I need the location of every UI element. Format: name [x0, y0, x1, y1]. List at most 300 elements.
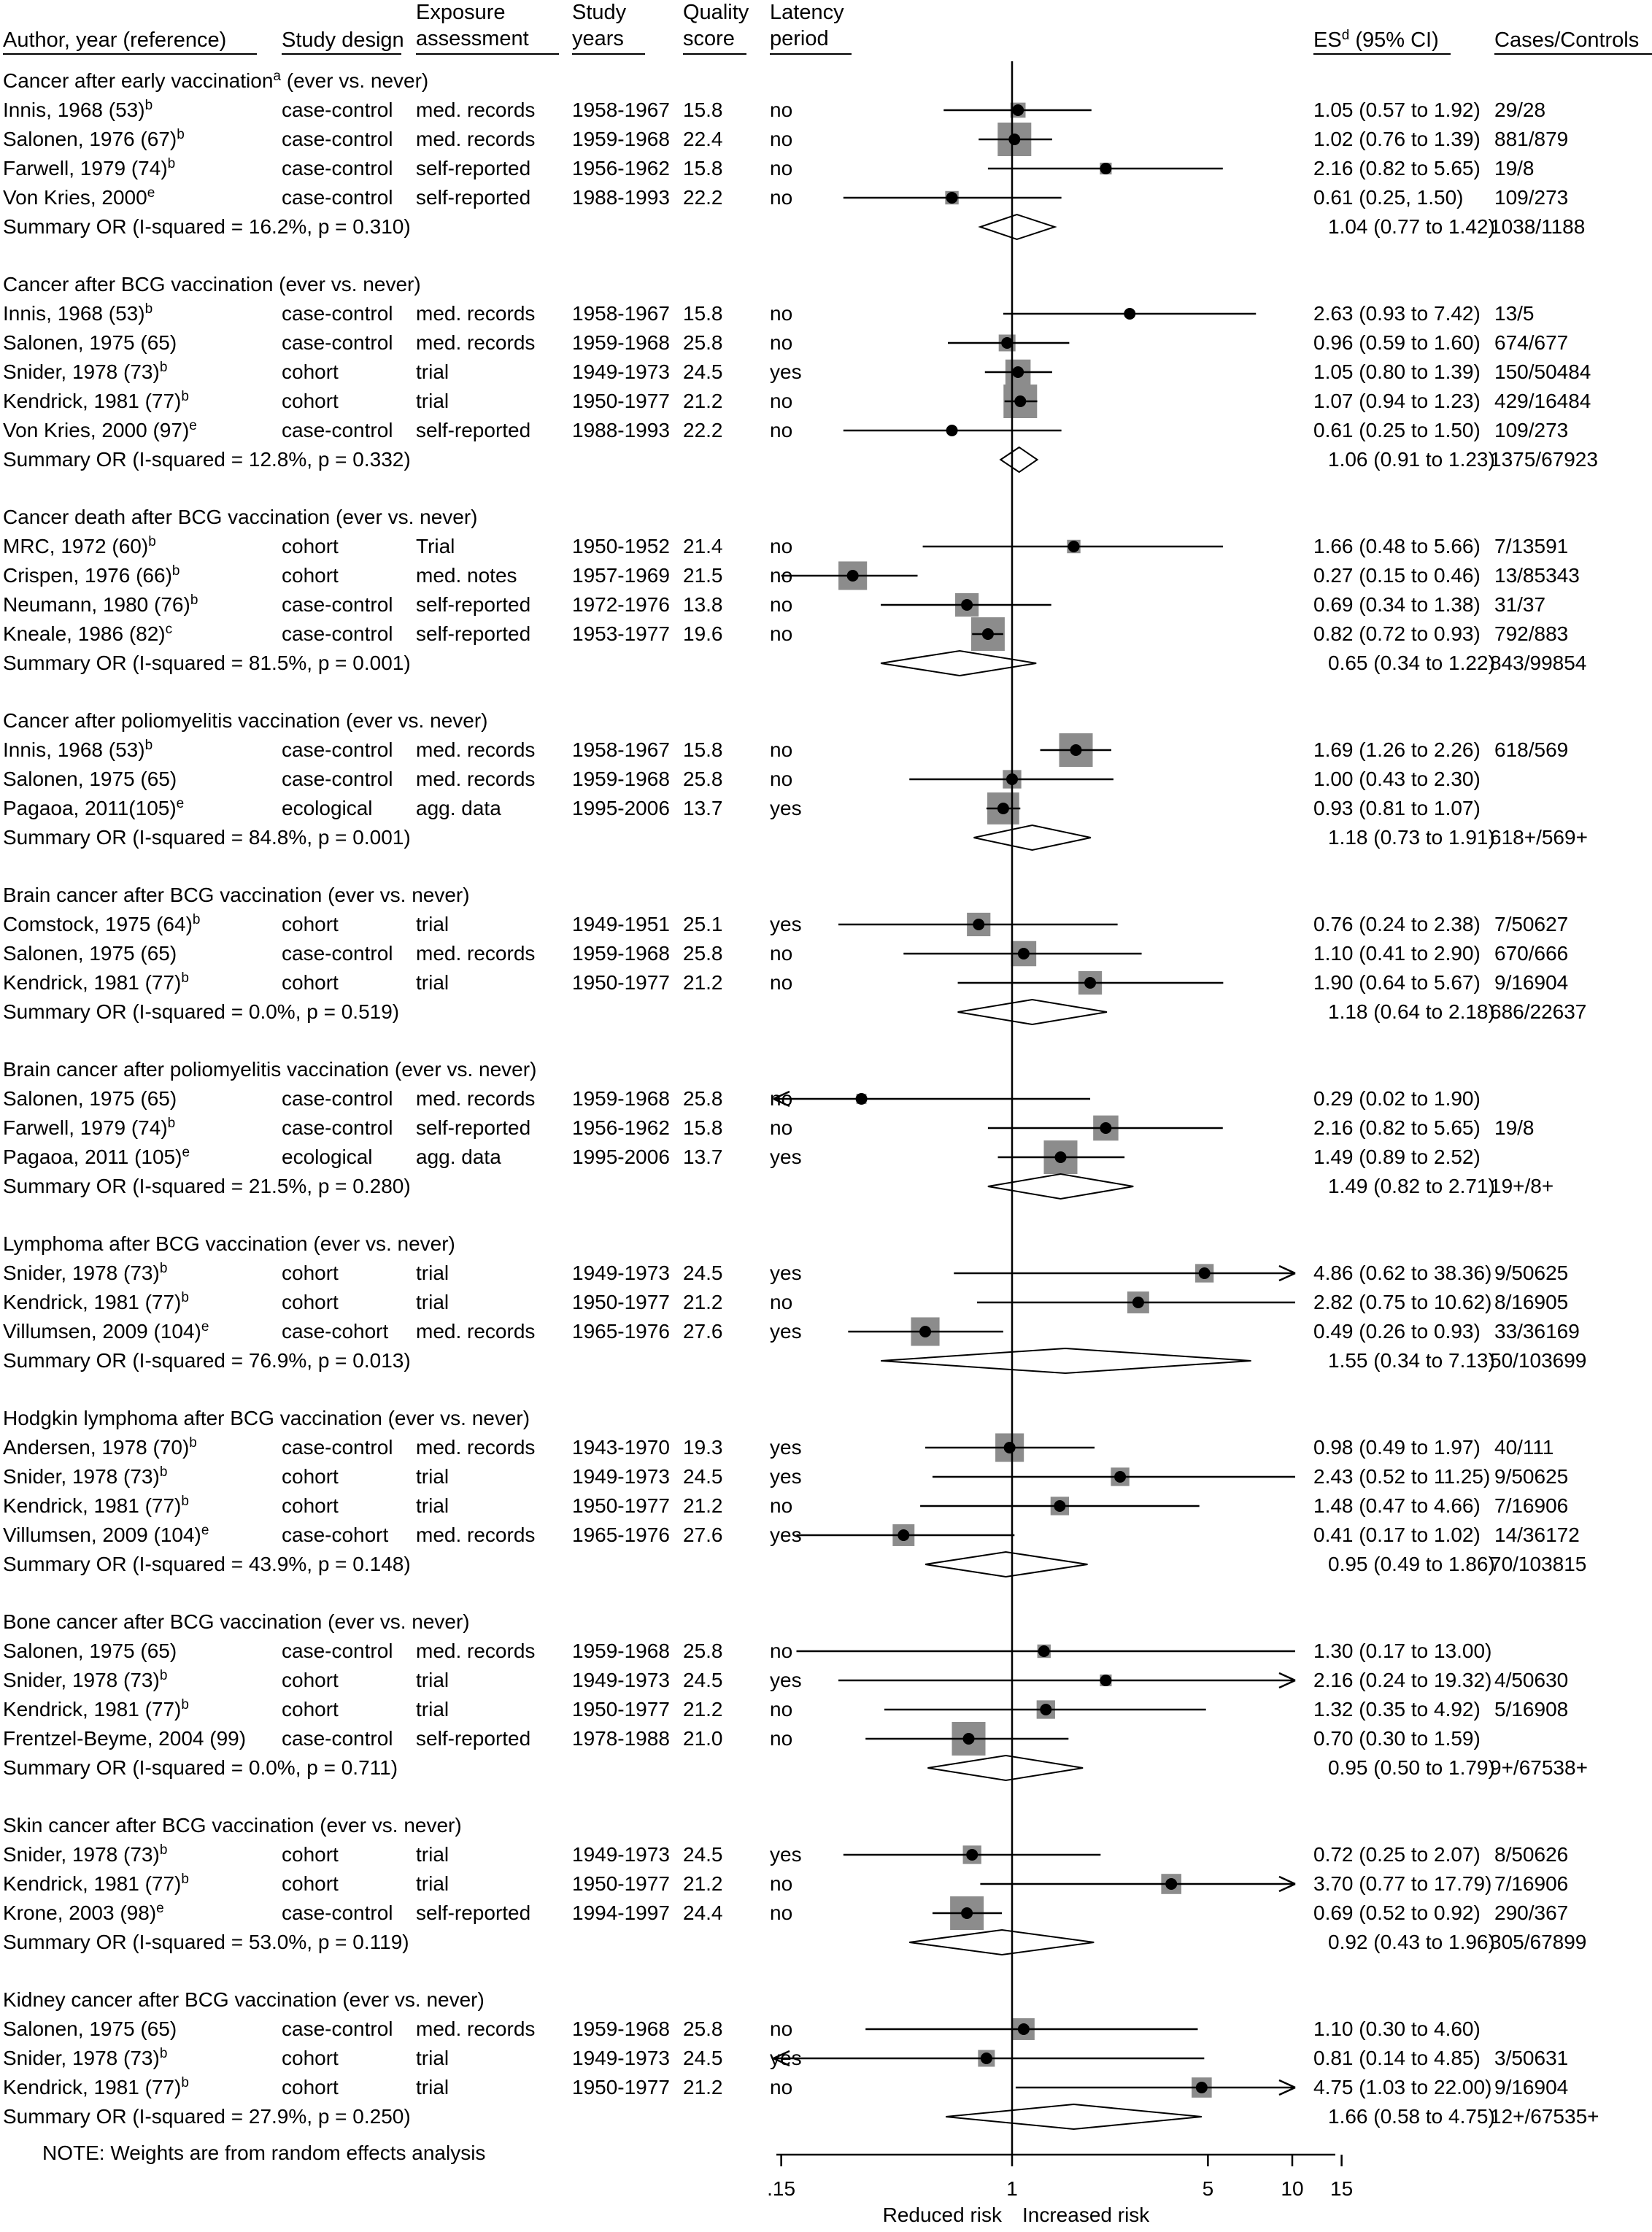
group-10-study-2-quality: 21.2 — [683, 1872, 723, 1895]
group-4-study-1-cases: 618/569 — [1494, 738, 1569, 761]
group-5-study-2-years: 1959-1968 — [572, 942, 670, 965]
group-5-title: Brain cancer after BCG vaccination (ever vs. never) — [3, 884, 470, 906]
group-4-study-2-author: Salonen, 1975 (65) — [3, 768, 177, 790]
group-7-study-1-quality: 24.5 — [683, 1262, 723, 1284]
group-6-summary-cases: 19+/8+ — [1490, 1175, 1554, 1197]
group-6-study-1-es: 0.29 (0.02 to 1.90) — [1313, 1087, 1481, 1110]
group-7-study-2-es: 2.82 (0.75 to 10.62) — [1313, 1291, 1492, 1313]
group-5-summary-es: 1.18 (0.64 to 2.18) — [1328, 1000, 1495, 1023]
group-4-study-2-design: case-control — [282, 768, 393, 790]
group-1-study-2-author: Salonen, 1976 $(67)^b$ — [3, 126, 185, 150]
group-2-study-3-point — [1012, 366, 1024, 378]
group-4-study-3-quality: 13.7 — [683, 797, 723, 819]
group-9-study-2-point — [1100, 1675, 1111, 1686]
group-8-study-2-years: 1949-1973 — [572, 1465, 670, 1488]
group-2-summary-es: 1.06 (0.91 to 1.23) — [1328, 448, 1495, 471]
group-3-study-3-latency: no — [770, 593, 793, 616]
group-1-study-4-cases: 109/273 — [1494, 186, 1569, 209]
group-7-study-1-author: Snider, 1978 $(73)^b$ — [3, 1260, 168, 1284]
group-4-study-1-exposure: med. records — [416, 738, 536, 761]
group-9-study-3-cases: 5/16908 — [1494, 1698, 1569, 1721]
group-9-title: Bone cancer after BCG vaccination (ever vs. never) — [3, 1610, 470, 1633]
group-5-study-2-exposure: med. records — [416, 942, 536, 965]
header-quality: score — [683, 27, 735, 50]
group-5-study-3-latency: no — [770, 971, 793, 994]
column-headers — [3, 1, 1652, 54]
group-1-study-3-exposure: self-reported — [416, 157, 531, 179]
group-3-study-4-years: 1953-1977 — [572, 622, 670, 645]
group-2-summary-cases: 1375/67923 — [1490, 448, 1598, 471]
group-5-study-3-cases: 9/16904 — [1494, 971, 1569, 994]
group-8-study-3-quality: 21.2 — [683, 1494, 723, 1517]
group-3-study-2-design: cohort — [282, 564, 339, 587]
footnote: NOTE: Weights are from random effects analysis — [42, 2142, 486, 2164]
group-10-summary-es: 0.92 (0.43 to 1.96) — [1328, 1931, 1495, 1953]
group-4-study-1-quality: 15.8 — [683, 738, 723, 761]
group-8-study-2-cases: 9/50625 — [1494, 1465, 1569, 1488]
group-8-study-1-author: Andersen, 1978 $(70)^b$ — [3, 1434, 197, 1459]
header-author: Author, year (reference) — [3, 28, 227, 52]
group-3-study-1-exposure: Trial — [416, 535, 455, 557]
group-4-study-2-exposure: med. records — [416, 768, 536, 790]
group-10-study-1-es: 0.72 (0.25 to 2.07) — [1313, 1843, 1481, 1866]
group-6-summary-es: 1.49 (0.82 to 2.71) — [1328, 1175, 1495, 1197]
group-7-summary-es: 1.55 (0.34 to 7.13) — [1328, 1349, 1495, 1372]
group-1-study-4-point — [946, 192, 958, 204]
group-1-study-3-latency: no — [770, 157, 793, 179]
group-5-study-3-quality: 21.2 — [683, 971, 723, 994]
header-design: Study design — [282, 28, 404, 52]
group-2-study-4-author: Kendrick, 1981 $(77)^b$ — [3, 388, 189, 412]
group-8-study-3-author: Kendrick, 1981 $(77)^b$ — [3, 1493, 189, 1517]
group-9-study-1-years: 1959-1968 — [572, 1640, 670, 1662]
group-6-study-1-exposure: med. records — [416, 1087, 536, 1110]
group-10-study-1-exposure: trial — [416, 1843, 449, 1866]
group-11-study-2-point — [981, 2053, 992, 2064]
group-2-study-5-cases: 109/273 — [1494, 419, 1569, 441]
group-10-study-1-years: 1949-1973 — [572, 1843, 670, 1866]
group-8-study-1-exposure: med. records — [416, 1436, 536, 1459]
group-9-study-4-es: 0.70 (0.30 to 1.59) — [1313, 1727, 1481, 1750]
group-11-study-1-quality: 25.8 — [683, 2017, 723, 2040]
group-6-study-3-design: ecological — [282, 1146, 373, 1168]
group-11-study-1-author: Salonen, 1975 (65) — [3, 2017, 177, 2040]
group-4-summary-label: Summary OR (I-squared = 84.8%, p = 0.001) — [3, 826, 411, 849]
group-6-study-2-author: Farwell, 1979 $(74)^b$ — [3, 1115, 176, 1139]
group-1-title: Cancer after early vaccination$^a$ (ever vs. never) — [3, 68, 429, 92]
group-2-study-5-es: 0.61 (0.25 to 1.50) — [1313, 419, 1481, 441]
group-3-study-4-author: Kneale, 1986 $(82)^c$ — [3, 621, 173, 645]
group-10-study-3-author: Krone, 2003 $(98)^e$ — [3, 1900, 164, 1924]
group-3-study-4-es: 0.82 (0.72 to 0.93) — [1313, 622, 1481, 645]
group-3-study-3-point — [961, 599, 973, 611]
group-8-study-4-es: 0.41 (0.17 to 1.02) — [1313, 1524, 1481, 1546]
group-2-study-1-exposure: med. records — [416, 302, 536, 325]
group-2-study-3-years: 1949-1973 — [572, 360, 670, 383]
group-4-summary-diamond — [974, 825, 1091, 850]
group-3-summary-cases: 843/99854 — [1490, 652, 1587, 674]
group-2-study-4-design: cohort — [282, 390, 339, 412]
group-2-study-4-cases: 429/16484 — [1494, 390, 1591, 412]
group-2-study-1-quality: 15.8 — [683, 302, 723, 325]
group-3-study-2-point — [847, 570, 859, 582]
group-2-study-5-design: case-control — [282, 419, 393, 441]
group-8-study-3-exposure: trial — [416, 1494, 449, 1517]
group-11-study-3-point — [1196, 2082, 1208, 2093]
group-3-study-3-design: case-control — [282, 593, 393, 616]
group-11-study-3-quality: 21.2 — [683, 2076, 723, 2098]
group-10-study-2-latency: no — [770, 1872, 793, 1895]
group-1-study-2-years: 1959-1968 — [572, 128, 670, 150]
group-7-study-2-quality: 21.2 — [683, 1291, 723, 1313]
group-1-study-1-quality: 15.8 — [683, 99, 723, 121]
increased-risk-label: Increased risk — [1022, 2204, 1150, 2226]
group-9-study-1-es: 1.30 (0.17 to 13.00) — [1313, 1640, 1492, 1662]
group-1-study-1-author: Innis, 1968 $(53)^b$ — [3, 97, 153, 121]
group-1-study-4-quality: 22.2 — [683, 186, 723, 209]
group-9-study-3-quality: 21.2 — [683, 1698, 723, 1721]
group-10-study-3-quality: 24.4 — [683, 1901, 723, 1924]
group-2-summary-label: Summary OR (I-squared = 12.8%, p = 0.332) — [3, 448, 411, 471]
group-3-study-4-quality: 19.6 — [683, 622, 723, 645]
group-5-study-1-latency: yes — [770, 913, 802, 935]
group-2-study-2-quality: 25.8 — [683, 331, 723, 354]
group-2-study-3-quality: 24.5 — [683, 360, 723, 383]
group-1-study-3-years: 1956-1962 — [572, 157, 670, 179]
group-10-study-2-author: Kendrick, 1981 $(77)^b$ — [3, 1871, 189, 1895]
group-7-study-1-es: 4.86 (0.62 to 38.36) — [1313, 1262, 1492, 1284]
group-6-study-3-point — [1055, 1151, 1067, 1163]
group-11-study-2-exposure: trial — [416, 2047, 449, 2069]
x-tick-label: 10 — [1281, 2177, 1304, 2200]
group-5-summary-cases: 686/22637 — [1490, 1000, 1587, 1023]
group-6-study-3-years: 1995-2006 — [572, 1146, 670, 1168]
group-6-study-3-latency: yes — [770, 1146, 802, 1168]
group-10-study-3-point — [961, 1907, 973, 1919]
group-10-study-3-cases: 290/367 — [1494, 1901, 1569, 1924]
group-8-study-4-author: Villumsen, 2009 $(104)^e$ — [3, 1522, 209, 1546]
group-10-study-1-cases: 8/50626 — [1494, 1843, 1569, 1866]
group-3-study-3-exposure: self-reported — [416, 593, 531, 616]
group-1-study-3-quality: 15.8 — [683, 157, 723, 179]
group-8-study-1-cases: 40/111 — [1494, 1436, 1554, 1459]
group-10-study-1-quality: 24.5 — [683, 1843, 723, 1866]
group-11-study-1-latency: no — [770, 2017, 793, 2040]
group-5-study-3-es: 1.90 (0.64 to 5.67) — [1313, 971, 1481, 994]
group-11-study-1-years: 1959-1968 — [572, 2017, 670, 2040]
x-tick-label: .15 — [767, 2177, 796, 2200]
group-1-study-2-latency: no — [770, 128, 793, 150]
group-6-study-1-author: Salonen, 1975 (65) — [3, 1087, 177, 1110]
group-1-study-3-author: Farwell, 1979 $(74)^b$ — [3, 155, 176, 179]
group-11-summary-cases: 12+/67535+ — [1490, 2105, 1599, 2128]
group-10-study-2-cases: 7/16906 — [1494, 1872, 1569, 1895]
group-3-study-1-latency: no — [770, 535, 793, 557]
group-4-summary-cases: 618+/569+ — [1490, 826, 1588, 849]
group-9-study-4-years: 1978-1988 — [572, 1727, 670, 1750]
group-1-study-4-latency: no — [770, 186, 793, 209]
group-9-study-1-exposure: med. records — [416, 1640, 536, 1662]
group-9-study-2-author: Snider, 1978 $(73)^b$ — [3, 1667, 168, 1691]
group-2-study-5-latency: no — [770, 419, 793, 441]
group-8-study-3-cases: 7/16906 — [1494, 1494, 1569, 1517]
group-1-study-1-exposure: med. records — [416, 99, 536, 121]
group-1-summary-label: Summary OR (I-squared = 16.2%, p = 0.310) — [3, 215, 411, 238]
group-6-study-3-exposure: agg. data — [416, 1146, 501, 1168]
group-2-study-2-es: 0.96 (0.59 to 1.60) — [1313, 331, 1481, 354]
group-8-study-2-point — [1114, 1471, 1126, 1483]
group-3-study-4-point — [982, 628, 994, 640]
group-7-study-1-exposure: trial — [416, 1262, 449, 1284]
group-5-study-1-es: 0.76 (0.24 to 2.38) — [1313, 913, 1481, 935]
group-9-study-1-quality: 25.8 — [683, 1640, 723, 1662]
group-4-summary-es: 1.18 (0.73 to 1.91) — [1328, 826, 1495, 849]
group-1-study-1-years: 1958-1967 — [572, 99, 670, 121]
group-11-study-1-exposure: med. records — [416, 2017, 536, 2040]
group-9-summary-label: Summary OR (I-squared = 0.0%, p = 0.711) — [3, 1756, 398, 1779]
reduced-risk-label: Reduced risk — [882, 2204, 1002, 2226]
group-3-study-4-exposure: self-reported — [416, 622, 531, 645]
group-9-summary-es: 0.95 (0.50 to 1.79) — [1328, 1756, 1495, 1779]
group-5-summary-diamond — [958, 1000, 1107, 1024]
group-2-study-1-years: 1958-1967 — [572, 302, 670, 325]
group-2-study-3-design: cohort — [282, 360, 339, 383]
group-5-study-3-exposure: trial — [416, 971, 449, 994]
group-4-study-1-latency: no — [770, 738, 793, 761]
group-7-study-2-exposure: trial — [416, 1291, 449, 1313]
group-1-study-3-cases: 19/8 — [1494, 157, 1535, 179]
group-3-study-2-author: Crispen, 1976 $(66)^b$ — [3, 563, 180, 587]
group-1-study-4-es: 0.61 (0.25, 1.50) — [1313, 186, 1464, 209]
group-4-title: Cancer after poliomyelitis vaccination (ever vs. never) — [3, 709, 488, 732]
group-8-study-3-latency: no — [770, 1494, 793, 1517]
group-1-study-2-exposure: med. records — [416, 128, 536, 150]
group-4-study-1-es: 1.69 (1.26 to 2.26) — [1313, 738, 1481, 761]
group-8-study-3-es: 1.48 (0.47 to 4.66) — [1313, 1494, 1481, 1517]
group-9-study-2-latency: yes — [770, 1669, 802, 1691]
header-exposure: assessment — [416, 27, 529, 50]
group-4-study-2-es: 1.00 (0.43 to 2.30) — [1313, 768, 1481, 790]
group-4-study-3-years: 1995-2006 — [572, 797, 670, 819]
group-8-study-4-years: 1965-1976 — [572, 1524, 670, 1546]
group-8-study-2-exposure: trial — [416, 1465, 449, 1488]
group-3-study-2-latency: no — [770, 564, 793, 587]
group-11-summary-diamond — [946, 2104, 1202, 2129]
group-2-study-4-point — [1014, 395, 1026, 407]
group-2-study-5-point — [946, 425, 958, 436]
group-3-study-4-design: case-control — [282, 622, 393, 645]
group-2-study-5-exposure: self-reported — [416, 419, 531, 441]
group-8-study-4-quality: 27.6 — [683, 1524, 723, 1546]
group-7-study-2-years: 1950-1977 — [572, 1291, 670, 1313]
group-3-study-1-es: 1.66 (0.48 to 5.66) — [1313, 535, 1481, 557]
group-6-study-1-latency: no — [770, 1087, 793, 1110]
group-5-study-1-quality: 25.1 — [683, 913, 723, 935]
group-4-study-1-author: Innis, 1968 $(53)^b$ — [3, 737, 153, 761]
group-2-study-3-latency: yes — [770, 360, 802, 383]
group-7-summary-diamond — [881, 1348, 1251, 1373]
group-11-study-2-cases: 3/50631 — [1494, 2047, 1569, 2069]
group-1-study-1-latency: no — [770, 99, 793, 121]
group-6-study-2-quality: 15.8 — [683, 1116, 723, 1139]
group-11-summary-label: Summary OR (I-squared = 27.9%, p = 0.250) — [3, 2105, 411, 2128]
group-10-summary-cases: 305/67899 — [1490, 1931, 1587, 1953]
group-11-study-3-years: 1950-1977 — [572, 2076, 670, 2098]
group-7-study-1-design: cohort — [282, 1262, 339, 1284]
group-9-study-2-exposure: trial — [416, 1669, 449, 1691]
group-6-summary-label: Summary OR (I-squared = 21.5%, p = 0.280) — [3, 1175, 411, 1197]
group-3-summary-label: Summary OR (I-squared = 81.5%, p = 0.001) — [3, 652, 411, 674]
group-3-study-4-latency: no — [770, 622, 793, 645]
group-8-summary-diamond — [925, 1552, 1087, 1577]
group-9-study-3-exposure: trial — [416, 1698, 449, 1721]
group-2-study-3-es: 1.05 (0.80 to 1.39) — [1313, 360, 1481, 383]
group-11-study-3-cases: 9/16904 — [1494, 2076, 1569, 2098]
group-6-title: Brain cancer after poliomyelitis vaccination (ever vs. never) — [3, 1058, 537, 1081]
group-11-study-2-author: Snider, 1978 $(73)^b$ — [3, 2045, 168, 2069]
group-10-summary-diamond — [909, 1930, 1094, 1955]
group-3-study-2-exposure: med. notes — [416, 564, 517, 587]
header-quality: Quality — [683, 1, 749, 24]
group-1-study-4-exposure: self-reported — [416, 186, 531, 209]
group-1-study-2-quality: 22.4 — [683, 128, 723, 150]
group-1-study-1-design: case-control — [282, 99, 393, 121]
group-5-summary-label: Summary OR (I-squared = 0.0%, p = 0.519) — [3, 1000, 400, 1023]
group-5-study-1-exposure: trial — [416, 913, 449, 935]
group-2-study-4-latency: no — [770, 390, 793, 412]
group-3-study-1-years: 1950-1952 — [572, 535, 670, 557]
group-1-study-2-es: 1.02 (0.76 to 1.39) — [1313, 128, 1481, 150]
group-7-study-1-point — [1199, 1267, 1211, 1279]
group-3-study-1-author: MRC, 1972 $(60)^b$ — [3, 533, 156, 557]
group-8-study-2-latency: yes — [770, 1465, 802, 1488]
group-1-study-3-design: case-control — [282, 157, 393, 179]
group-3-study-4-cases: 792/883 — [1494, 622, 1569, 645]
group-5-study-2-latency: no — [770, 942, 793, 965]
group-5-study-2-author: Salonen, 1975 (65) — [3, 942, 177, 965]
group-2-study-1-latency: no — [770, 302, 793, 325]
group-9-study-4-latency: no — [770, 1727, 793, 1750]
group-8-study-1-es: 0.98 (0.49 to 1.97) — [1313, 1436, 1481, 1459]
group-8-summary-cases: 70/103815 — [1490, 1553, 1587, 1575]
group-10-study-2-years: 1950-1977 — [572, 1872, 670, 1895]
group-11-study-2-latency: yes — [770, 2047, 802, 2069]
group-3-study-1-cases: 7/13591 — [1494, 535, 1569, 557]
group-6-study-2-point — [1100, 1122, 1111, 1134]
group-9-summary-cases: 9+/67538+ — [1490, 1756, 1588, 1779]
group-7-title: Lymphoma after BCG vaccination (ever vs. never) — [3, 1232, 455, 1255]
group-9-study-3-author: Kendrick, 1981 $(77)^b$ — [3, 1696, 189, 1721]
group-9-summary-diamond — [927, 1756, 1083, 1780]
group-3-study-3-es: 0.69 (0.34 to 1.38) — [1313, 593, 1481, 616]
group-9-study-4-author: Frentzel-Beyme, 2004 (99) — [3, 1727, 247, 1750]
group-3-study-3-author: Neumann, 1980 $(76)^b$ — [3, 592, 198, 616]
group-10-study-2-es: 3.70 (0.77 to 17.79) — [1313, 1872, 1492, 1895]
group-2-study-4-exposure: trial — [416, 390, 449, 412]
group-10-study-3-latency: no — [770, 1901, 793, 1924]
group-6-study-2-exposure: self-reported — [416, 1116, 531, 1139]
group-6-summary-diamond — [988, 1174, 1133, 1199]
group-1-study-4-years: 1988-1993 — [572, 186, 670, 209]
group-6-study-2-es: 2.16 (0.82 to 5.65) — [1313, 1116, 1481, 1139]
group-11-study-3-design: cohort — [282, 2076, 339, 2098]
group-3-study-3-quality: 13.8 — [683, 593, 723, 616]
group-2-study-4-quality: 21.2 — [683, 390, 723, 412]
group-4-study-1-design: case-control — [282, 738, 393, 761]
group-7-study-3-point — [919, 1326, 931, 1337]
group-9-study-3-latency: no — [770, 1698, 793, 1721]
group-7-study-2-author: Kendrick, 1981 $(77)^b$ — [3, 1289, 189, 1313]
group-2-study-1-design: case-control — [282, 302, 393, 325]
group-6-study-1-quality: 25.8 — [683, 1087, 723, 1110]
group-4-study-3-author: Pagaoa, $2011(105)^e$ — [3, 795, 185, 819]
group-11-study-2-quality: 24.5 — [683, 2047, 723, 2069]
group-9-study-2-design: cohort — [282, 1669, 339, 1691]
group-5-study-3-author: Kendrick, 1981 $(77)^b$ — [3, 970, 189, 994]
group-7-study-1-years: 1949-1973 — [572, 1262, 670, 1284]
group-9-study-4-quality: 21.0 — [683, 1727, 723, 1750]
group-5-study-3-design: cohort — [282, 971, 339, 994]
group-3-title: Cancer death after BCG vaccination (ever vs. never) — [3, 506, 478, 528]
group-11-study-1-point — [1018, 2023, 1030, 2035]
group-11-study-3-author: Kendrick, 1981 $(77)^b$ — [3, 2074, 189, 2098]
group-7-study-1-cases: 9/50625 — [1494, 1262, 1569, 1284]
group-1-study-3-point — [1100, 163, 1111, 174]
group-2-study-3-cases: 150/50484 — [1494, 360, 1591, 383]
group-9-study-1-latency: no — [770, 1640, 793, 1662]
group-4-study-2-latency: no — [770, 768, 793, 790]
group-1-study-1-point — [1012, 104, 1024, 116]
group-4-study-3-latency: yes — [770, 797, 802, 819]
group-3-study-3-cases: 31/37 — [1494, 593, 1546, 616]
group-9-study-2-es: 2.16 (0.24 to 19.32) — [1313, 1669, 1492, 1691]
group-9-study-2-quality: 24.5 — [683, 1669, 723, 1691]
group-11-study-3-latency: no — [770, 2076, 793, 2098]
group-8-study-3-years: 1950-1977 — [572, 1494, 670, 1517]
group-4-study-3-es: 0.93 (0.81 to 1.07) — [1313, 797, 1481, 819]
group-6-study-2-years: 1956-1962 — [572, 1116, 670, 1139]
group-2-summary-diamond — [1000, 447, 1037, 472]
group-6-study-2-latency: no — [770, 1116, 793, 1139]
group-11-title: Kidney cancer after BCG vaccination (ever vs. never) — [3, 1988, 485, 2011]
group-10-study-2-point — [1165, 1878, 1177, 1890]
x-tick-label: 15 — [1330, 2177, 1354, 2200]
group-2-study-1-point — [1124, 308, 1135, 320]
group-8-study-3-design: cohort — [282, 1494, 339, 1517]
group-4-study-3-exposure: agg. data — [416, 797, 501, 819]
group-6-study-1-years: 1959-1968 — [572, 1087, 670, 1110]
group-5-study-1-cases: 7/50627 — [1494, 913, 1569, 935]
group-9-study-3-es: 1.32 (0.35 to 4.92) — [1313, 1698, 1481, 1721]
group-7-study-3-cases: 33/36169 — [1494, 1320, 1580, 1343]
group-10-study-1-point — [966, 1849, 978, 1861]
group-1-study-1-cases: 29/28 — [1494, 99, 1546, 121]
group-9-study-4-exposure: self-reported — [416, 1727, 531, 1750]
group-8-study-1-years: 1943-1970 — [572, 1436, 670, 1459]
group-7-study-2-point — [1132, 1297, 1144, 1308]
group-7-study-2-latency: no — [770, 1291, 793, 1313]
group-5-study-2-point — [1018, 948, 1030, 959]
group-4-study-1-point — [1070, 744, 1082, 756]
group-6-study-1-point — [856, 1093, 868, 1105]
header-years: Study — [572, 1, 627, 24]
group-1-summary-es: 1.04 (0.77 to 1.42) — [1328, 215, 1495, 238]
group-6-study-2-cases: 19/8 — [1494, 1116, 1535, 1139]
header-exposure: Exposure — [416, 1, 506, 24]
group-8-study-4-design: case-cohort — [282, 1524, 389, 1546]
group-5-study-2-design: case-control — [282, 942, 393, 965]
group-7-summary-label: Summary OR (I-squared = 76.9%, p = 0.013) — [3, 1349, 411, 1372]
